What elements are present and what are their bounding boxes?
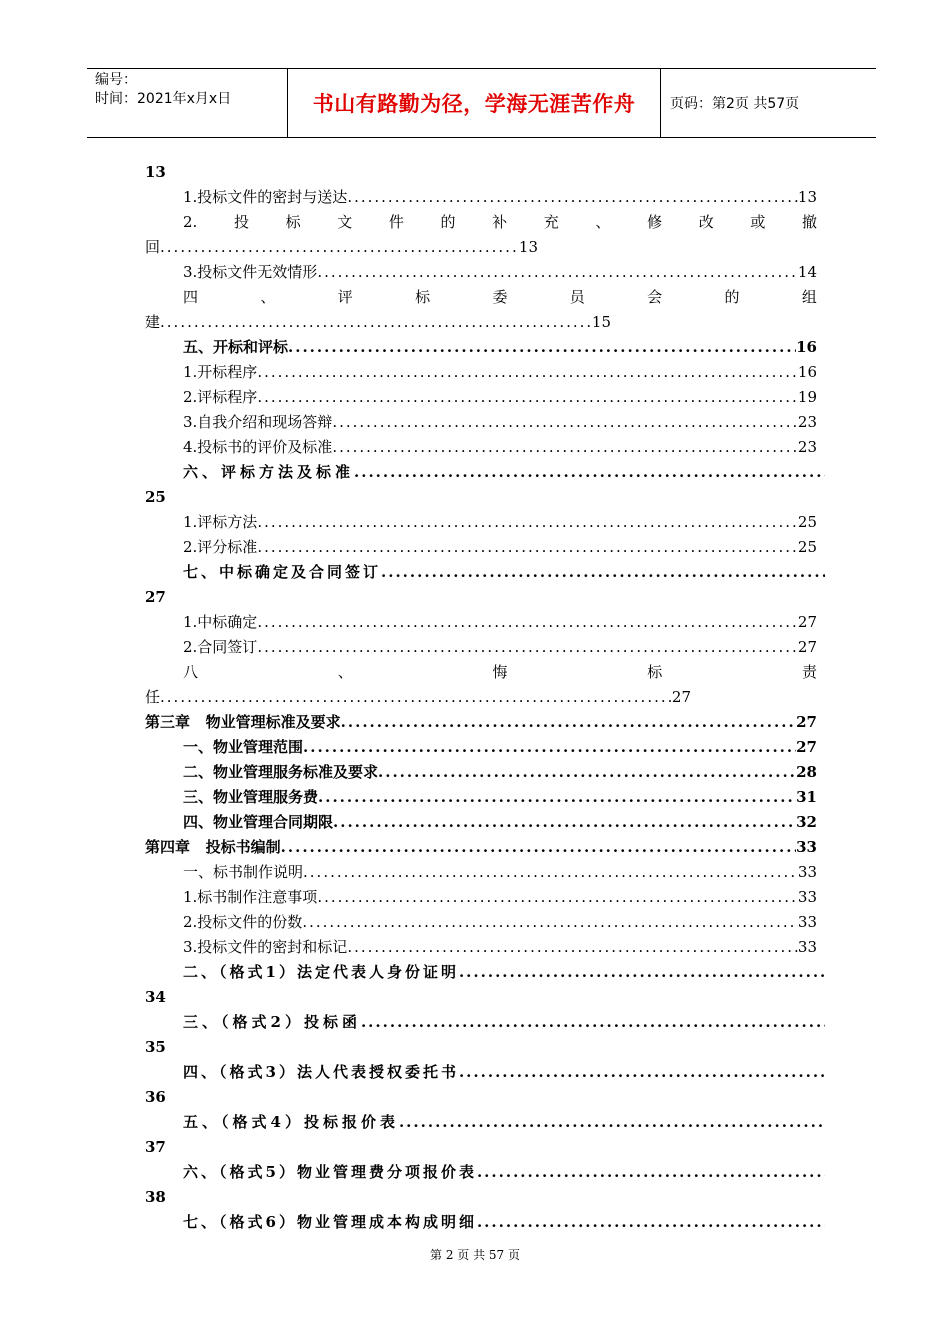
toc-entry[interactable] [183, 562, 825, 582]
toc-entry-page: 14 [797, 263, 817, 281]
toc-entry[interactable] [183, 812, 817, 832]
toc-entry-title: 2.合同签订 [183, 638, 258, 656]
toc-entry[interactable] [183, 962, 825, 982]
toc-word: 会 [647, 288, 663, 306]
toc-entry-title: 五、（格式4）投标报价表 [183, 1113, 399, 1131]
toc-entry-title: 建 [145, 313, 161, 331]
toc-word: 修 [647, 213, 663, 231]
toc-entry-page: 27 [671, 688, 691, 706]
toc-entry[interactable] [183, 762, 817, 782]
toc-entry[interactable] [183, 862, 817, 882]
toc-entry-title: 1.评标方法 [183, 513, 258, 531]
toc-page-number: 36 [145, 1088, 166, 1106]
toc-entry[interactable] [183, 412, 817, 432]
toc-entry-title: 3.投标文件的密封和标记 [183, 938, 348, 956]
toc-entry-title: 二、物业管理服务标准及要求 [183, 763, 379, 781]
date-label: 时间：2021年x月x日 [95, 91, 232, 107]
toc-entry-page: 33 [796, 838, 817, 856]
toc-entry-justified[interactable] [183, 287, 817, 307]
toc-word: 撤 [801, 213, 817, 231]
toc-word: 投 [233, 213, 249, 231]
toc-entry[interactable] [183, 1062, 825, 1082]
page-info: 页码：第2页 共57页 [670, 96, 800, 112]
toc-page-number: 37 [145, 1138, 166, 1156]
toc-entry-page: 33 [797, 888, 817, 906]
toc-entry-page: 16 [797, 363, 817, 381]
toc-word: 文 [337, 213, 353, 231]
toc-entry-title: 三、物业管理服务费 [183, 788, 319, 806]
toc-entry-page: 31 [796, 788, 817, 806]
toc-entry[interactable] [183, 387, 817, 407]
toc-word: 、 [595, 213, 611, 231]
toc-entry[interactable] [183, 637, 817, 657]
toc-entry[interactable] [183, 337, 817, 357]
number-label: 编号： [95, 72, 137, 88]
toc-entry-page: 23 [797, 413, 817, 431]
toc-entry-title: 2.投标文件的份数 [183, 913, 303, 931]
toc-entry-title: 4.投标书的评价及标准 [183, 438, 333, 456]
toc-entry-title: 任 [145, 688, 161, 706]
toc-entry-page: 33 [797, 863, 817, 881]
page-footer: 第 2 页 共 57 页 [430, 1248, 520, 1262]
toc-entry[interactable] [183, 262, 817, 282]
toc-word: 评 [337, 288, 353, 306]
toc-entry-title: 3.投标文件无效情形 [183, 263, 318, 281]
toc-entry[interactable] [183, 887, 817, 907]
toc-word: 悔 [492, 663, 508, 681]
toc-word: 责 [801, 663, 817, 681]
toc-entry-title: 第四章 投标书编制 [145, 838, 281, 856]
toc-entry-title: 2.评标程序 [183, 388, 258, 406]
toc-entry-justified[interactable] [183, 662, 817, 682]
toc-entry-page: 16 [796, 338, 817, 356]
toc-entry-page: 13 [797, 188, 817, 206]
toc-entry-title: 四、物业管理合同期限 [183, 813, 334, 831]
toc-entry-title: 三、（格式2）投标函 [183, 1013, 361, 1031]
toc-entry[interactable] [183, 362, 817, 382]
toc-entry[interactable] [183, 1012, 825, 1032]
toc-entry-page: 33 [797, 938, 817, 956]
toc-entry-page: 27 [797, 638, 817, 656]
toc-word: 四 [183, 288, 199, 306]
toc-entry-title: 一、物业管理范围 [183, 738, 304, 756]
toc-entry[interactable] [145, 687, 691, 707]
toc-entry-page: 32 [796, 813, 817, 831]
toc-page-number: 25 [145, 488, 166, 506]
toc-entry-title: 1.标书制作注意事项 [183, 888, 318, 906]
toc-entry-page: 27 [797, 613, 817, 631]
toc-entry-justified[interactable] [183, 212, 817, 232]
toc-entry[interactable] [183, 937, 817, 957]
toc-word: 件 [388, 213, 404, 231]
toc-entry[interactable] [183, 1162, 825, 1182]
toc-entry-title: 2.评分标准 [183, 538, 258, 556]
toc-entry[interactable] [183, 912, 817, 932]
toc-word: 标 [415, 288, 431, 306]
toc-entry[interactable] [145, 312, 611, 332]
toc-page-number: 35 [145, 1038, 166, 1056]
toc-entry-title: 六、评标方法及标准 [183, 463, 355, 481]
toc-entry-title: 二、（格式1）法定代表人身份证明 [183, 963, 459, 981]
toc-entry-chapter[interactable] [145, 712, 817, 732]
toc-entry-page: 33 [797, 913, 817, 931]
toc-entry-title: 一、标书制作说明 [183, 863, 304, 881]
toc-entry-title: 七、中标确定及合同签订 [183, 563, 382, 581]
toc-entry[interactable] [183, 787, 817, 807]
toc-entry-page: 28 [796, 763, 817, 781]
toc-entry-chapter[interactable] [145, 837, 817, 857]
toc-entry[interactable] [183, 612, 817, 632]
motto-text: 书山有路勤为径，学海无涯苦作舟 [312, 92, 636, 116]
toc-word: 八 [183, 663, 199, 681]
toc-entry-page: 25 [797, 513, 817, 531]
toc-entry-title: 七、（格式6）物业管理成本构成明细 [183, 1213, 477, 1231]
toc-entry[interactable] [183, 462, 825, 482]
toc-entry-page: 19 [797, 388, 817, 406]
toc-entry-title: 四、（格式3）法人代表授权委托书 [183, 1063, 459, 1081]
toc-page-number: 27 [145, 588, 166, 606]
toc-entry-title: 3.自我介绍和现场答辩 [183, 413, 333, 431]
toc-entry-title: 1.开标程序 [183, 363, 258, 381]
toc-word: 的 [440, 213, 456, 231]
toc-word: 组 [801, 288, 817, 306]
toc-word: 或 [750, 213, 766, 231]
toc-word: 委 [492, 288, 508, 306]
toc-entry[interactable] [183, 187, 817, 207]
toc-entry[interactable] [145, 237, 538, 257]
toc-entry[interactable] [183, 1212, 825, 1232]
toc-page-number: 13 [145, 163, 166, 181]
toc-entry-title: 回 [145, 238, 161, 256]
toc-entry-page: 27 [796, 713, 817, 731]
toc-word: 改 [698, 213, 714, 231]
toc-entry-title: 1.中标确定 [183, 613, 258, 631]
toc-entry-page: 25 [797, 538, 817, 556]
toc-entry[interactable] [183, 1112, 825, 1132]
toc-word: 、 [337, 663, 353, 681]
toc-word: 员 [569, 288, 585, 306]
toc-word: 的 [724, 288, 740, 306]
toc-entry[interactable] [183, 737, 817, 757]
toc-page-number: 38 [145, 1188, 166, 1206]
toc-entry[interactable] [183, 537, 817, 557]
toc-word: 补 [492, 213, 508, 231]
toc-word: 充 [543, 213, 559, 231]
toc-entry-page: 23 [797, 438, 817, 456]
toc-word: 标 [285, 213, 301, 231]
toc-page-number: 34 [145, 988, 166, 1006]
toc-entry-title: 五、开标和评标 [183, 338, 289, 356]
toc-word: 2. [183, 213, 198, 231]
toc-entry-title: 第三章 物业管理标准及要求 [145, 713, 341, 731]
toc-entry-page: 15 [591, 313, 611, 331]
toc-entry-title: 1.投标文件的密封与送达 [183, 188, 348, 206]
toc-word: 标 [647, 663, 663, 681]
toc-word: 、 [260, 288, 276, 306]
toc-entry-page: 13 [518, 238, 538, 256]
toc-entry-title: 六、（格式5）物业管理费分项报价表 [183, 1163, 477, 1181]
toc-entry-page: 27 [796, 738, 817, 756]
toc-entry[interactable] [183, 437, 817, 457]
toc-entry[interactable] [183, 512, 817, 532]
